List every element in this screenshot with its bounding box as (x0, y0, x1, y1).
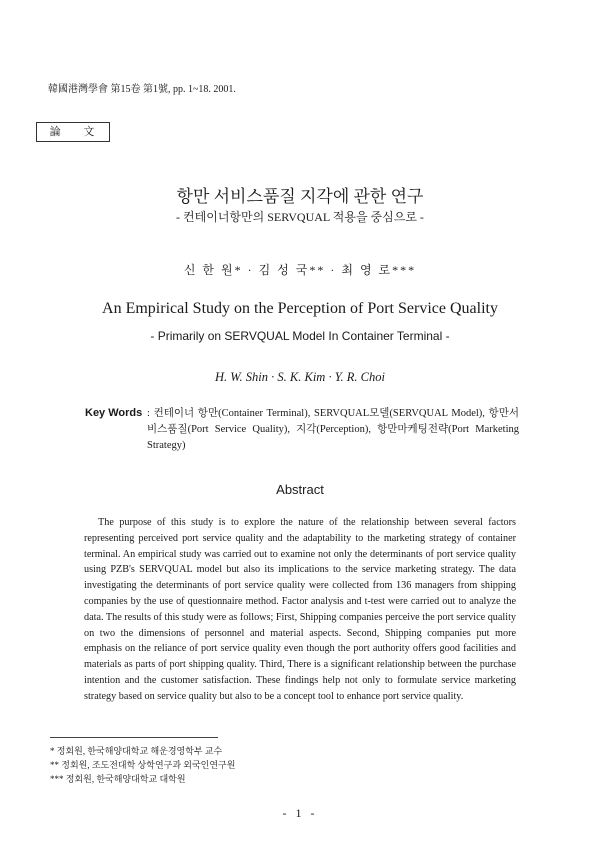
english-title: An Empirical Study on the Perception of Port Service Quality (102, 300, 498, 317)
footnote-1: * 정회원, 한국해양대학교 해운경영학부 교수 (50, 746, 223, 756)
footnote-3: *** 정회원, 한국해양대학교 대학원 (50, 774, 186, 784)
page-number: - 1 - (282, 806, 318, 820)
abstract-heading: Abstract (276, 482, 324, 497)
keywords-text: : 컨테이너 항만(Container Terminal), SERVQUAL모델(SERVQUAL Model), 항만서비스품질(Port Service Quality), 지각(Perception), 항만마케팅전략(Port Marketing Strategy) (147, 408, 519, 451)
korean-subtitle: - 컨테이너항만의 SERVQUAL 적용을 중심으로 - (176, 210, 424, 224)
korean-authors: 신 한 원* · 김 성 국** · 최 영 로*** (183, 263, 417, 277)
english-subtitle: - Primarily on SERVQUAL Model In Container Terminal - (150, 329, 450, 343)
footnote-divider (50, 737, 218, 738)
abstract-body: The purpose of this study is to explore the nature of the relationship between several factors representing perceived port service quality and the adaptability to the marketing strategy of container terminal. An empirical study was carried out to examine not only the determinants of port service quality using PZB's SERVQUAL model but also its implications to the service marketing strategy. The data investigating the determinants of port service quality were collected from 136 managers from shipping companies by the use of questionnaire method. Factor analysis and t-test were carried out to analyze the data. The results of this study were as follows; First, Shipping companies perceive the port service quality on two the dimensions of personnel and material aspects. Second, Shipping companies put more emphasis on the reliance of port service quality even though the port authority offers good facilities and materials as parts of port shipping quality. Third, There is a significant relationship between the purchase intention and the customer satisfaction. These findings help not only to formulate service marketing strategy based on service quality but also to be a concept tool to enhance port service quality. (84, 517, 516, 702)
article-type-badge: 論 文 (36, 122, 110, 142)
korean-title: 항만 서비스품질 지각에 관한 연구 (176, 187, 424, 206)
keywords-label: Key Words (85, 407, 143, 419)
journal-citation: 韓國港灣學會 第15卷 第1號, pp. 1~18. 2001. (48, 84, 236, 95)
english-authors: H. W. Shin · S. K. Kim · Y. R. Choi (215, 370, 385, 384)
footnote-2: ** 정회원, 조도전대학 상학연구과 외국인연구원 (50, 760, 236, 770)
